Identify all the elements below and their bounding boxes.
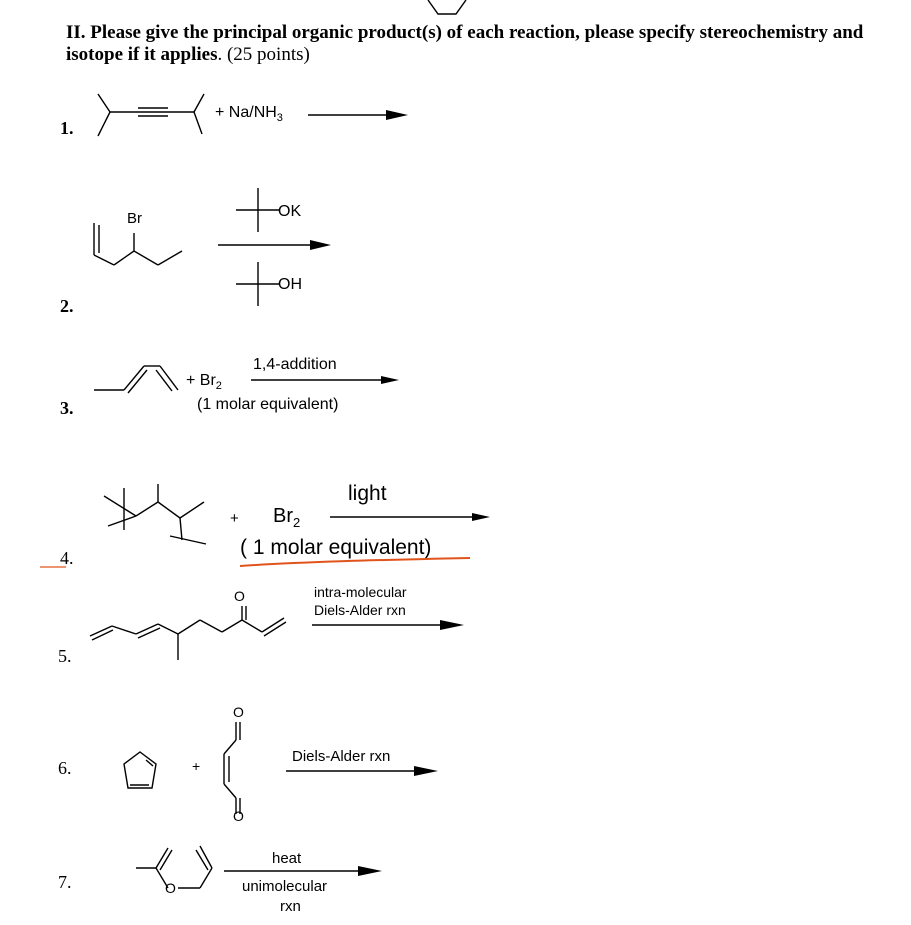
reaction-3-condition-top: 1,4-addition: [253, 356, 337, 373]
reaction-7-condition-bottom-2: rxn: [280, 898, 301, 915]
reaction-7-number: 7.: [58, 872, 72, 892]
reaction-7-arrow: [224, 864, 384, 878]
reaction-2-reagent-top: OK: [278, 203, 302, 220]
reaction-6-oxygen-bottom: O: [233, 808, 244, 824]
reaction-1-reagent: + $Na/NH_3$: [215, 104, 283, 125]
reaction-3-reagent: + $Br_2$: [186, 372, 222, 393]
partial-structure-top: [420, 0, 480, 20]
reaction-6-cyclopentadiene-structure: [122, 748, 162, 798]
header-bold-text: II. Please give the principal organic product(s) of each reaction, please specify stereochemistry and isotope if it applies: [66, 22, 864, 65]
reaction-6-condition-top: Diels-Alder rxn: [292, 748, 391, 765]
question-header: [66, 22, 886, 66]
reaction-1-alkyne-structure: [90, 90, 210, 140]
reaction-6-arrow: [286, 764, 440, 778]
reaction-5-number: 5.: [58, 646, 72, 666]
reaction-6-oxygen-top: O: [233, 704, 244, 720]
reaction-1-number: 1.: [60, 118, 74, 138]
reaction-2-reagent-bottom: OH: [278, 276, 302, 293]
reaction-4-alkane-structure: [96, 482, 216, 552]
reaction-5-arrow: [312, 618, 466, 632]
reaction-5-condition-bottom: Diels-Alder rxn: [314, 602, 406, 618]
reaction-6-dialdehyde-structure: [220, 718, 260, 818]
reaction-4-margin-mark: [40, 562, 70, 572]
reaction-7-oxygen-label: O: [165, 880, 176, 896]
reaction-7-allyl-vinyl-ether-structure: [132, 842, 222, 898]
reaction-3-condition-bottom: (1 molar equivalent): [197, 396, 339, 413]
reaction-4-condition-bottom: ( 1 molar equivalent): [240, 536, 432, 559]
reaction-4-plus: +: [230, 510, 239, 527]
reaction-3-diene-structure: [92, 360, 192, 400]
reaction-5-oxygen-label: O: [234, 588, 245, 604]
reaction-4-reagent: $Br_2$: [273, 505, 301, 530]
reaction-5-triene-structure: [86, 596, 296, 668]
reaction-4-condition-top: light: [348, 482, 387, 505]
reaction-3-number: 3.: [60, 398, 74, 418]
reaction-6-plus: +: [192, 758, 201, 774]
reaction-4-arrow: [330, 510, 492, 524]
reaction-6-number: 6.: [58, 758, 72, 778]
reaction-3-arrow: [251, 373, 401, 387]
reaction-5-condition-top: intra-molecular: [314, 584, 407, 600]
reaction-4-underline-annotation: [236, 556, 476, 572]
reaction-2-arrow: [218, 238, 333, 252]
reaction-1-arrow: [308, 108, 408, 122]
reaction-7-condition-bottom: unimolecular: [242, 878, 328, 895]
reaction-4-number: 4.: [60, 548, 74, 568]
reaction-7-condition-top: heat: [272, 850, 302, 867]
reaction-2-bromine-label: Br: [127, 210, 142, 227]
reaction-2-number: 2.: [60, 296, 74, 316]
header-tail-text: . (25 points): [217, 44, 310, 65]
